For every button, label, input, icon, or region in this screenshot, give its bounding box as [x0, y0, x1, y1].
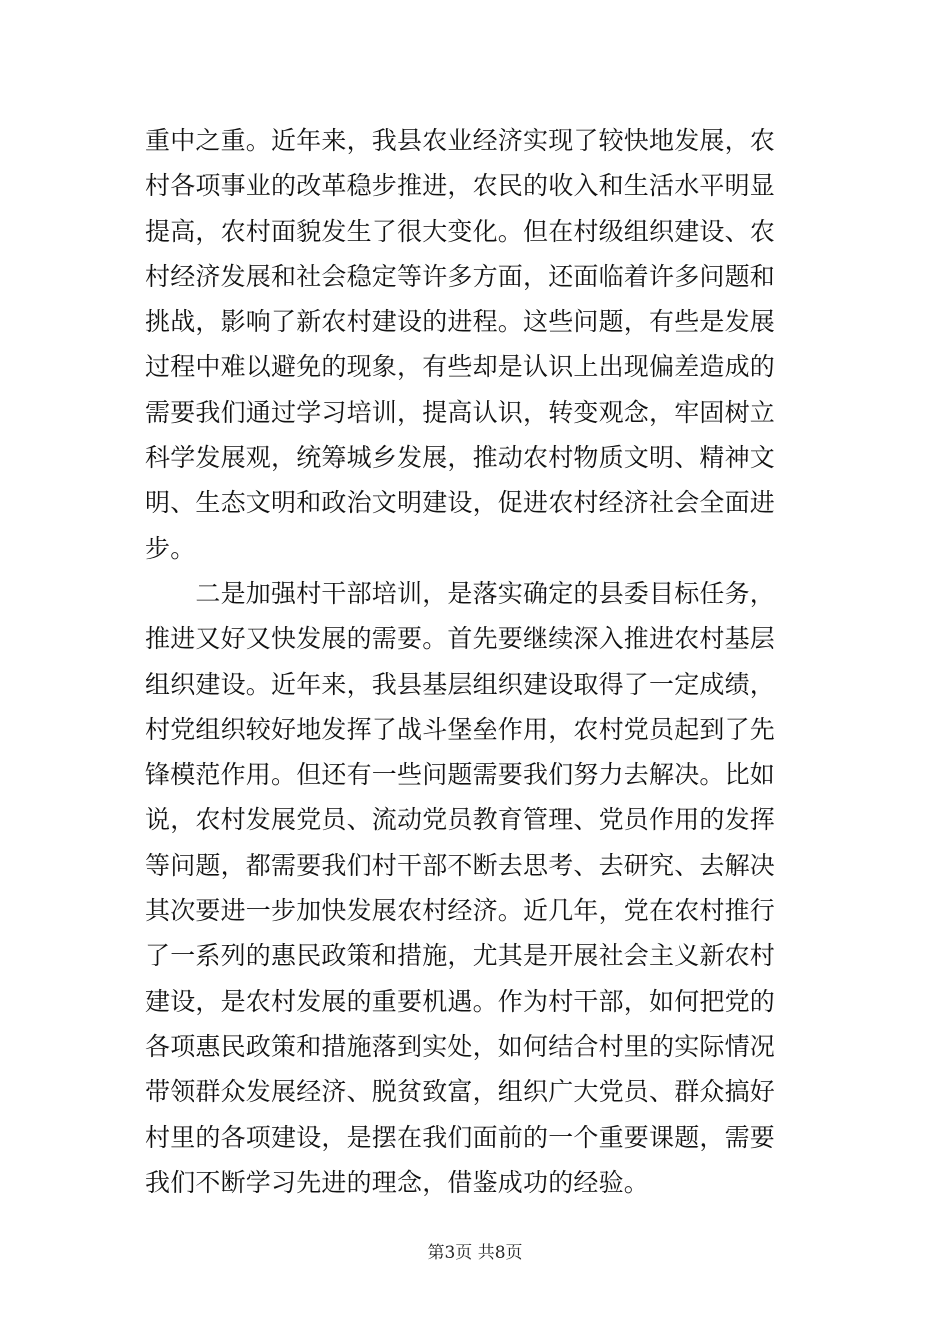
- text-line: 村经济发展和社会稳定等许多方面，还面临着许多问题和: [145, 261, 776, 291]
- text-line: 锋模范作用。但还有一些问题需要我们努力去解决。比如: [145, 760, 776, 790]
- text-line: 需要我们通过学习培训，提高认识，转变观念，牢固树立: [145, 397, 776, 427]
- page-number-footer: 第3页 共8页: [427, 1243, 523, 1263]
- text-line: 步。: [145, 533, 196, 563]
- text-line: 了一系列的惠民政策和措施，尤其是开展社会主义新农村: [145, 941, 776, 971]
- text-line: 村里的各项建设，是摆在我们面前的一个重要课题，需要: [145, 1122, 776, 1152]
- text-line: 村各项事业的改革稳步推进，农民的收入和生活水平明显: [145, 171, 776, 201]
- text-line: 说，农村发展党员、流动党员教育管理、党员作用的发挥: [145, 805, 776, 835]
- text-line: 推进又好又快发展的需要。首先要继续深入推进农村基层: [145, 624, 776, 654]
- text-line: 明、生态文明和政治文明建设，促进农村经济社会全面进: [145, 488, 776, 518]
- text-line: 二是加强村干部培训，是落实确定的县委目标任务，: [145, 578, 776, 608]
- text-line: 重中之重。近年来，我县农业经济实现了较快地发展，农: [145, 126, 776, 155]
- text-line: 组织建设。近年来，我县基层组织建设取得了一定成绩，: [145, 669, 776, 699]
- text-line: 挑战，影响了新农村建设的进程。这些问题，有些是发展: [145, 307, 776, 337]
- text-line: 村党组织较好地发挥了战斗堡垒作用，农村党员起到了先: [145, 714, 776, 744]
- text-line: 各项惠民政策和措施落到实处，如何结合村里的实际情况: [145, 1031, 776, 1061]
- text-line: 带领群众发展经济、脱贫致富，组织广大党员、群众搞好: [145, 1077, 776, 1107]
- text-line: 提高，农村面貌发生了很大变化。但在村级组织建设、农: [145, 216, 776, 246]
- body-text: [145, 118, 815, 1205]
- text-line: 建设，是农村发展的重要机遇。作为村干部，如何把党的: [145, 986, 776, 1016]
- text-line: 科学发展观，统筹城乡发展，推动农村物质文明、精神文: [145, 443, 776, 473]
- text-line: 我们不断学习先进的理念，借鉴成功的经验。: [145, 1167, 650, 1197]
- text-line: 过程中难以避免的现象，有些却是认识上出现偏差造成的: [145, 352, 776, 382]
- text-line: 等问题，都需要我们村干部不断去思考、去研究、去解决: [145, 850, 776, 880]
- text-line: 其次要进一步加快发展农村经济。近几年，党在农村推行: [145, 896, 776, 926]
